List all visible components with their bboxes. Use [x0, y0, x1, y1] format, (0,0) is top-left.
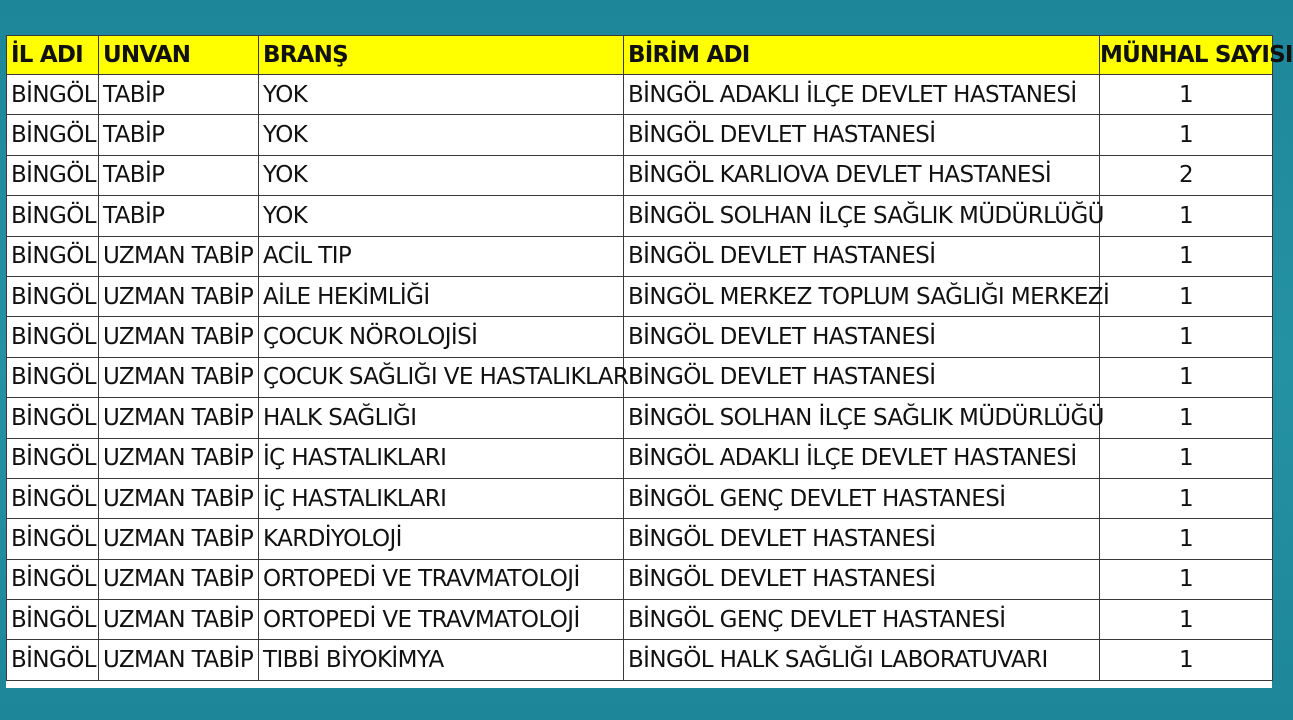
- cell-brans: TIBBİ BİYOKİMYA: [259, 640, 624, 680]
- header-brans: BRANŞ: [259, 36, 624, 75]
- cell-il: BİNGÖL: [7, 276, 99, 316]
- table-header-row: [7, 36, 1273, 75]
- cell-birim: BİNGÖL DEVLET HASTANESİ: [624, 115, 1100, 155]
- cell-brans: ORTOPEDİ VE TRAVMATOLOJİ: [259, 559, 624, 599]
- cell-il: BİNGÖL: [7, 75, 99, 115]
- table-row: [7, 357, 1273, 397]
- table-row: [7, 236, 1273, 276]
- table-row: [7, 155, 1273, 195]
- table-row: [7, 600, 1273, 640]
- table-row: [7, 115, 1273, 155]
- cell-brans: ÇOCUK NÖROLOJİSİ: [259, 317, 624, 357]
- cell-birim: BİNGÖL ADAKLI İLÇE DEVLET HASTANESİ: [624, 438, 1100, 478]
- cell-birim: BİNGÖL ADAKLI İLÇE DEVLET HASTANESİ: [624, 75, 1100, 115]
- cell-il: BİNGÖL: [7, 519, 99, 559]
- cell-sayi: 1: [1100, 600, 1273, 640]
- cell-unvan: TABİP: [99, 115, 259, 155]
- table-row: [7, 196, 1273, 236]
- table-row: [7, 75, 1273, 115]
- cell-sayi: 1: [1100, 519, 1273, 559]
- cell-birim: BİNGÖL DEVLET HASTANESİ: [624, 519, 1100, 559]
- cell-unvan: UZMAN TABİP: [99, 276, 259, 316]
- cell-unvan: UZMAN TABİP: [99, 236, 259, 276]
- cell-sayi: 1: [1100, 75, 1273, 115]
- vacancy-table-sheet: [6, 35, 1293, 688]
- header-munhal-sayisi: MÜNHAL SAYISI: [1100, 36, 1273, 75]
- cell-unvan: UZMAN TABİP: [99, 559, 259, 599]
- cell-unvan: TABİP: [99, 155, 259, 195]
- cell-unvan: UZMAN TABİP: [99, 600, 259, 640]
- cell-unvan: UZMAN TABİP: [99, 438, 259, 478]
- cell-sayi: 1: [1100, 398, 1273, 438]
- cell-il: BİNGÖL: [7, 155, 99, 195]
- cell-brans: YOK: [259, 196, 624, 236]
- cell-il: BİNGÖL: [7, 398, 99, 438]
- cell-il: BİNGÖL: [7, 478, 99, 518]
- cell-brans: HALK SAĞLIĞI: [259, 398, 624, 438]
- cell-sayi: 1: [1100, 357, 1273, 397]
- cell-birim: BİNGÖL DEVLET HASTANESİ: [624, 357, 1100, 397]
- cell-brans: ACİL TIP: [259, 236, 624, 276]
- cell-birim: BİNGÖL DEVLET HASTANESİ: [624, 236, 1100, 276]
- header-birim-adi: BİRİM ADI: [624, 36, 1100, 75]
- cell-unvan: TABİP: [99, 196, 259, 236]
- cell-sayi: 2: [1100, 155, 1273, 195]
- cell-unvan: UZMAN TABİP: [99, 357, 259, 397]
- table-row: [7, 640, 1273, 680]
- cell-brans: ORTOPEDİ VE TRAVMATOLOJİ: [259, 600, 624, 640]
- cell-unvan: UZMAN TABİP: [99, 398, 259, 438]
- cell-unvan: UZMAN TABİP: [99, 478, 259, 518]
- cell-birim: BİNGÖL DEVLET HASTANESİ: [624, 317, 1100, 357]
- cell-sayi: 1: [1100, 115, 1273, 155]
- vacancy-table: [6, 35, 1293, 681]
- cell-sayi: 1: [1100, 276, 1273, 316]
- cell-birim: BİNGÖL MERKEZ TOPLUM SAĞLIĞI MERKEZİ: [624, 276, 1100, 316]
- table-row: [7, 478, 1273, 518]
- cell-brans: İÇ HASTALIKLARI: [259, 478, 624, 518]
- cell-il: BİNGÖL: [7, 196, 99, 236]
- cell-sayi: 1: [1100, 196, 1273, 236]
- cell-unvan: UZMAN TABİP: [99, 317, 259, 357]
- table-row: [7, 519, 1273, 559]
- cell-brans: AİLE HEKİMLİĞİ: [259, 276, 624, 316]
- cell-il: BİNGÖL: [7, 640, 99, 680]
- cell-birim: BİNGÖL GENÇ DEVLET HASTANESİ: [624, 478, 1100, 518]
- cell-il: BİNGÖL: [7, 236, 99, 276]
- cell-birim: BİNGÖL HALK SAĞLIĞI LABORATUVARI: [624, 640, 1100, 680]
- cell-birim: BİNGÖL DEVLET HASTANESİ: [624, 559, 1100, 599]
- cell-brans: YOK: [259, 75, 624, 115]
- cell-sayi: 1: [1100, 438, 1273, 478]
- header-unvan: UNVAN: [99, 36, 259, 75]
- cell-brans: İÇ HASTALIKLARI: [259, 438, 624, 478]
- cell-il: BİNGÖL: [7, 317, 99, 357]
- cell-brans: YOK: [259, 155, 624, 195]
- cell-birim: BİNGÖL SOLHAN İLÇE SAĞLIK MÜDÜRLÜĞÜ: [624, 196, 1100, 236]
- table-row: [7, 398, 1273, 438]
- cell-il: BİNGÖL: [7, 438, 99, 478]
- table-row: [7, 276, 1273, 316]
- cell-sayi: 1: [1100, 317, 1273, 357]
- cell-brans: KARDİYOLOJİ: [259, 519, 624, 559]
- cell-unvan: TABİP: [99, 75, 259, 115]
- cell-il: BİNGÖL: [7, 559, 99, 599]
- table-row: [7, 438, 1273, 478]
- cell-unvan: UZMAN TABİP: [99, 640, 259, 680]
- cell-brans: ÇOCUK SAĞLIĞI VE HASTALIKLARI: [259, 357, 624, 397]
- table-row: [7, 559, 1273, 599]
- table-row: [7, 317, 1273, 357]
- cell-il: BİNGÖL: [7, 357, 99, 397]
- cell-sayi: 1: [1100, 478, 1273, 518]
- cell-sayi: 1: [1100, 640, 1273, 680]
- cell-il: BİNGÖL: [7, 600, 99, 640]
- cell-birim: BİNGÖL GENÇ DEVLET HASTANESİ: [624, 600, 1100, 640]
- cell-sayi: 1: [1100, 559, 1273, 599]
- cell-sayi: 1: [1100, 236, 1273, 276]
- cell-birim: BİNGÖL KARLIOVA DEVLET HASTANESİ: [624, 155, 1100, 195]
- header-il-adi: İL ADI: [7, 36, 99, 75]
- cell-birim: BİNGÖL SOLHAN İLÇE SAĞLIK MÜDÜRLÜĞÜ: [624, 398, 1100, 438]
- cell-brans: YOK: [259, 115, 624, 155]
- cell-il: BİNGÖL: [7, 115, 99, 155]
- cell-unvan: UZMAN TABİP: [99, 519, 259, 559]
